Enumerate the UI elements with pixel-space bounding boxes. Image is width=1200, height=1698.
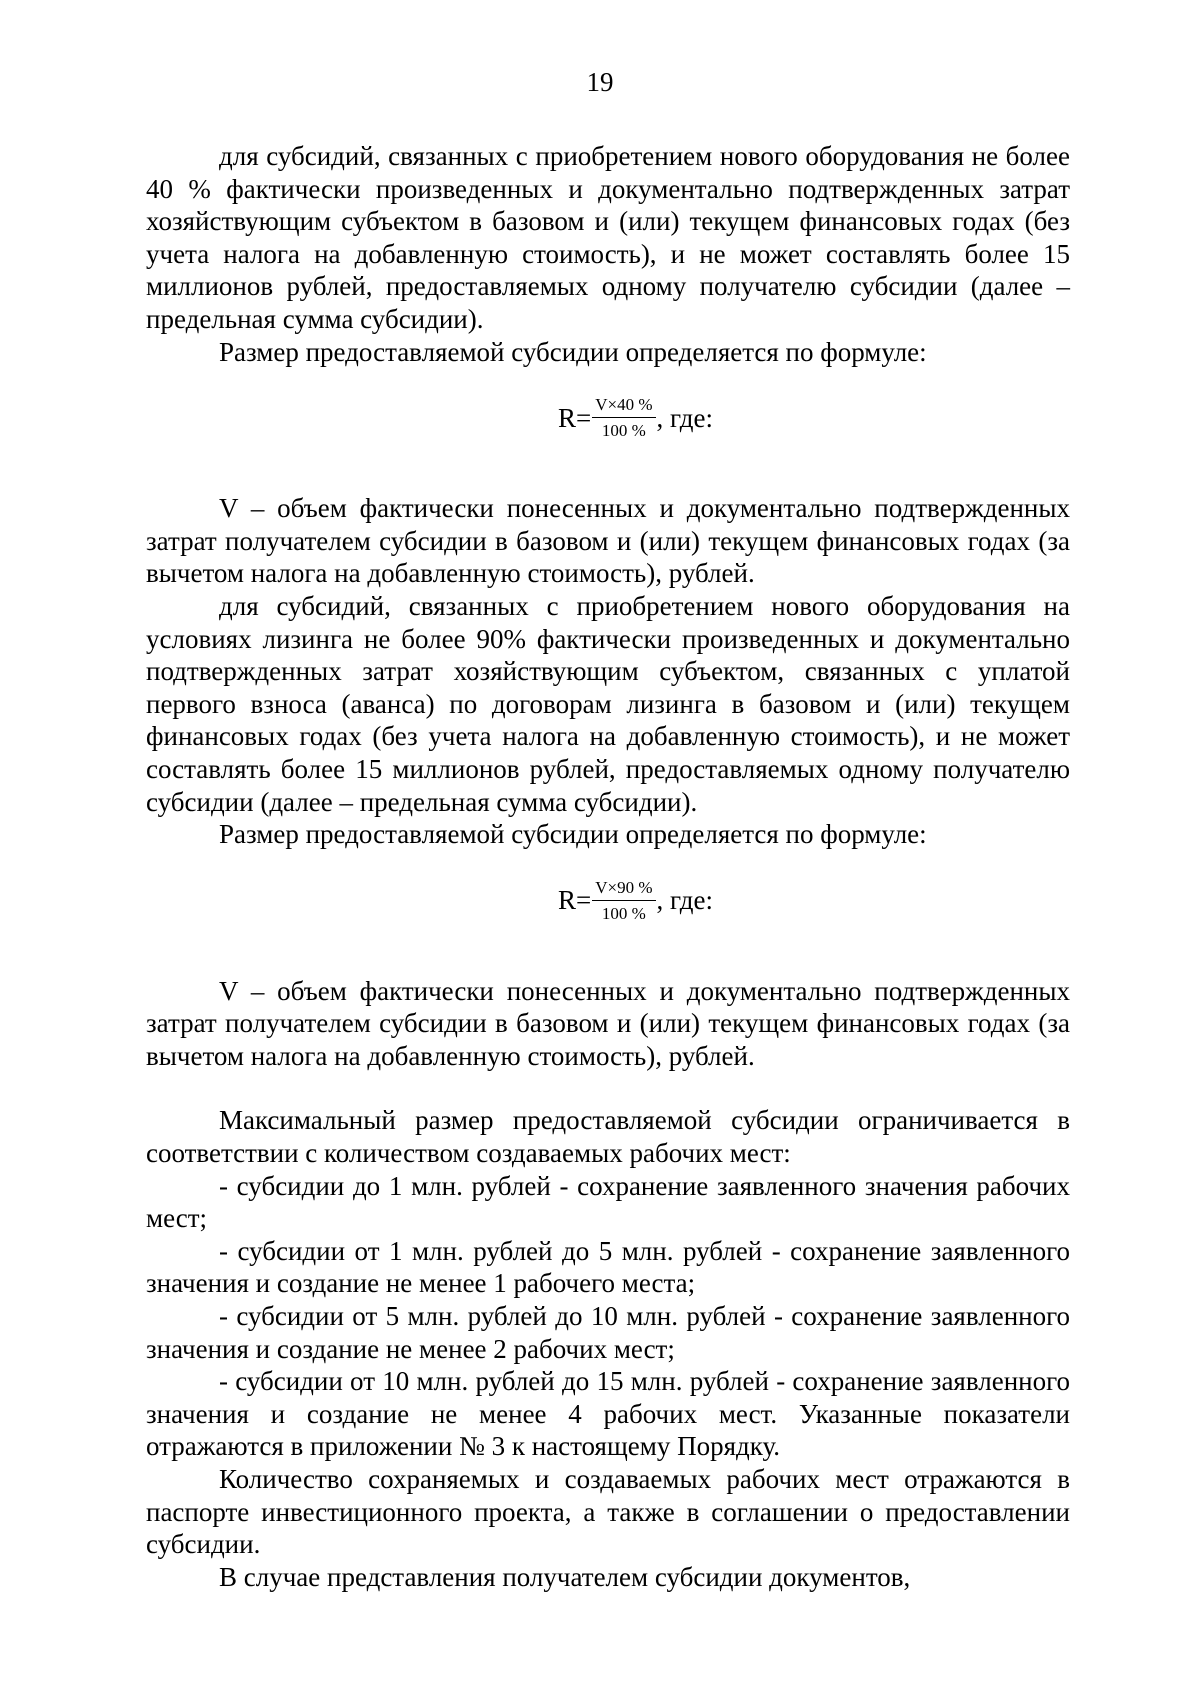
list-item: - субсидии от 10 млн. рублей до 15 млн. рублей - сохранение заявленного значения и создание не менее 4 рабочих мест. Указанные показатели отражаются в приложении № 3 к настоящему Порядку. <box>146 1366 1070 1462</box>
formula-lhs: R= <box>558 402 592 433</box>
paragraph: V – объем фактически понесенных и документально подтвержденных затрат получателем субсидии в базовом и (или) текущем финансовых годах (за вычетом налога на добавленную стоимость), рублей. <box>146 975 1070 1071</box>
document-body <box>146 140 1070 1593</box>
paragraph: для субсидий, связанных с приобретением нового оборудования на условиях лизинга не более 90% фактически произведенных и документально подтвержденных затрат хозяйствующим субъектом, связанных с уплатой первого взноса (аванса) по договорам лизинга в базовом и (или) текущем финансовых годах (без учета налога на добавленную стоимость), и не может составлять более 15 миллионов рублей, предоставляемых одному получателю субсидии (далее – предельная сумма субсидии). <box>146 590 1070 817</box>
paragraph: Размер предоставляемой субсидии определяется по формуле: <box>219 336 927 367</box>
formula-fraction <box>592 877 655 925</box>
formula-1 <box>146 368 1070 492</box>
page-number: 19 <box>586 67 614 97</box>
paragraph: V – объем фактически понесенных и документально подтвержденных затрат получателем субсидии в базовом и (или) текущем финансовых годах (за вычетом налога на добавленную стоимость), рублей. <box>146 493 1070 589</box>
paragraph: Размер предоставляемой субсидии определяется по формуле: <box>219 819 927 850</box>
formula-suffix: , где: <box>656 885 713 916</box>
formula-2 <box>146 851 1070 975</box>
formula-denominator: 100 % <box>601 421 646 441</box>
formula-lhs: R= <box>558 885 592 916</box>
paragraph: Максимальный размер предоставляемой субсидии ограничивается в соответствии с количеством создаваемых рабочих мест: <box>146 1105 1070 1169</box>
list-item: - субсидии от 1 млн. рублей до 5 млн. рублей - сохранение заявленного значения и создание не менее 1 рабочего места; <box>146 1235 1070 1299</box>
formula-suffix: , где: <box>656 402 713 433</box>
paragraph: для субсидий, связанных с приобретением нового оборудования не более 40 % фактически произведенных и документально подтвержденных затрат хозяйствующим субъектом в базовом и (или) текущем финансовых годах (без учета налога на добавленную стоимость), и не может составлять более 15 миллионов рублей, предоставляемых одному получателю субсидии (далее – предельная сумма субсидии). <box>146 141 1070 334</box>
blank-line <box>146 1072 1070 1104</box>
formula-numerator: V×90 % <box>592 877 655 901</box>
paragraph: Количество сохраняемых и создаваемых рабочих мест отражаются в паспорте инвестиционного проекта, а также в соглашении о предоставлении субсидии. <box>146 1464 1070 1560</box>
formula-fraction <box>592 394 655 442</box>
list-item: - субсидии до 1 млн. рублей - сохранение заявленного значения рабочих мест; <box>146 1170 1070 1234</box>
paragraph: В случае представления получателем субсидии документов, <box>219 1561 911 1592</box>
list-item: - субсидии от 5 млн. рублей до 10 млн. рублей - сохранение заявленного значения и создание не менее 2 рабочих мест; <box>146 1301 1070 1364</box>
formula-numerator: V×40 % <box>592 394 655 418</box>
formula-denominator: 100 % <box>601 903 646 923</box>
